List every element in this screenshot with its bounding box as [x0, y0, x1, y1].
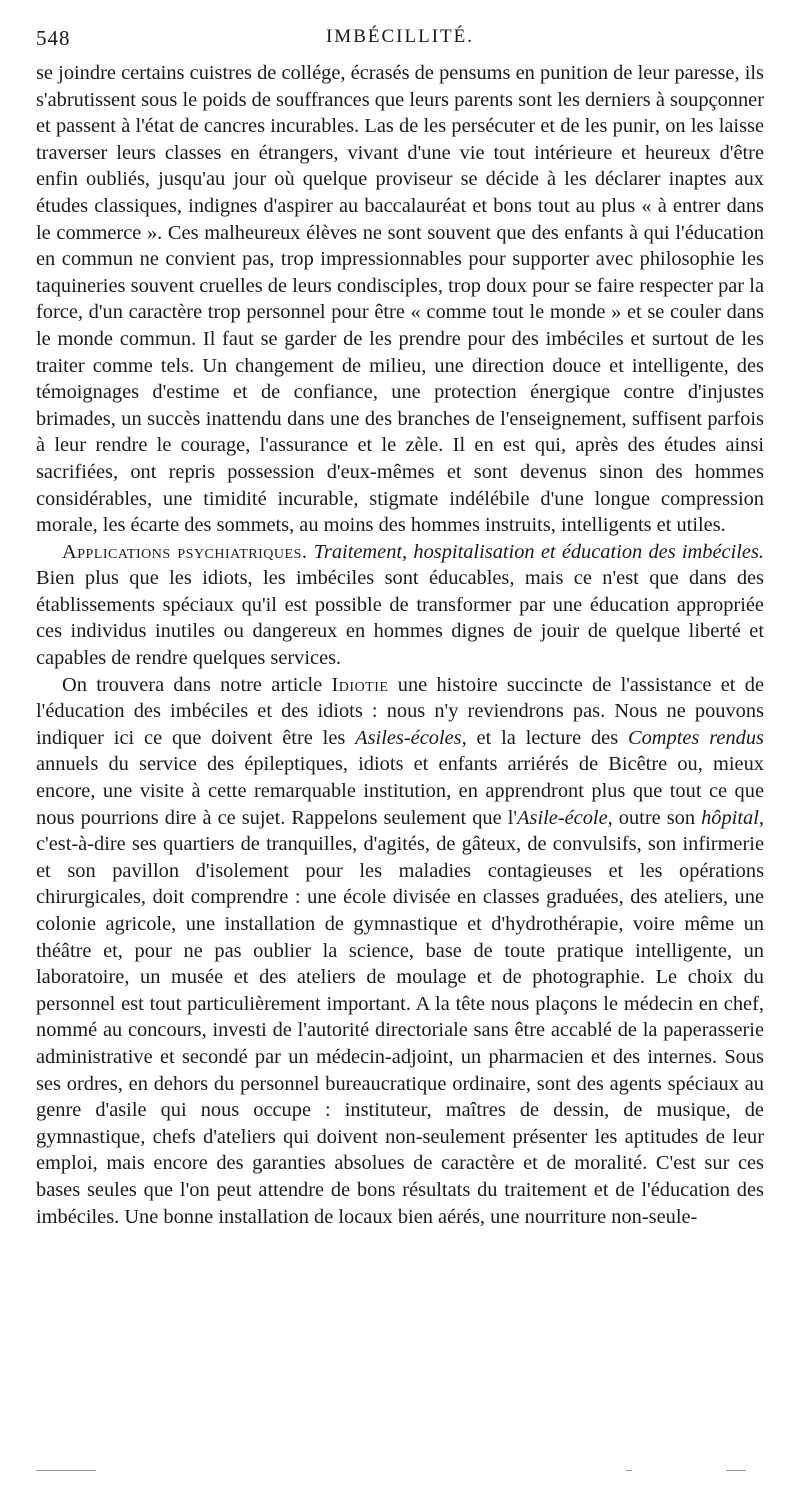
section-title: Traitement, hospitalisation et éducation des imbéciles.	[313, 540, 764, 563]
print-mark-center	[626, 1470, 632, 1471]
paragraph-2	[36, 539, 764, 672]
paragraph-2-text: Bien plus que les idiots, les imbéciles sont éducables, mais ce n'est que dans des établissements spéciaux qu'il est possible de transformer par une éducation appropriée ces individus inutiles ou dangereux en hommes dignes de jouir de quelque liberté et capables de rendre quelques services.	[36, 567, 764, 670]
cross-reference: Idiotie	[331, 673, 389, 696]
italic-term-hopital: hôpital,	[701, 806, 764, 829]
body-text	[36, 60, 764, 1230]
footer-print-marks	[36, 1466, 764, 1476]
page-number: 548	[36, 26, 71, 50]
print-mark-right	[726, 1470, 746, 1471]
print-mark-left	[36, 1470, 96, 1471]
paragraph-3-text-3: et la lecture des	[476, 726, 619, 749]
paragraph-3-text-4: annuels du service des épileptiques, idiots et enfants arriérés de Bicêtre ou, mieux encore, une visite à cette remarquable institution, en apprendront plus que tout ce que nous pourrions dire à ce sujet. Rappelons seulement que l'	[36, 753, 764, 829]
paragraph-3-text-2: une histoire succincte de l'assistance et de l'éducation des imbéciles et des idiots : nous n'y reviendrons pas. Nous ne pouvons indiquer ici ce que doivent être les	[36, 673, 764, 749]
paragraph-3-text-6: c'est-à-dire ses quartiers de tranquilles, d'agités, de gâteux, de convulsifs, son infirmerie et son pavillon d'isolement pour les maladies contagieuses et les opérations chirurgicales, doit comprendre : une école divisée en classes graduées, des ateliers, une colonie agricole, une installation de gymnastique et d'hydrothérapie, voire même un théâtre et, pour ne pas oublier la science, base de toute pratique intelligente, un laboratoire, un musée et des ateliers de moulage et de photographie. Le choix du personnel est tout particulièrement important. A la tête nous plaçons le médecin en chef, nommé au concours, investi de l'autorité directoriale sans être accablé de la paperasserie administrative et secondé par un médecin-adjoint, un pharmacien et des internes. Sous ses ordres, en dehors du personnel bureaucratique ordinaire, sont des agents spéciaux au genre d'asile qui nous occupe : instituteur, maîtres de dessin, de musique, de gymnastique, chefs d'ateliers qui doivent non-seulement présenter les aptitudes de leur emploi, mais encore des garanties absolues de caractère et de moralité. C'est sur ces bases seules que l'on peut attendre de bons résultats du traitement et de l'éducation des imbéciles. Une bonne installation de locaux bien aérés, une nourriture non-seule-	[36, 833, 764, 1228]
section-label: Applications psychiatriques.	[62, 540, 308, 563]
italic-term-comptes-rendus: Comptes rendus	[628, 726, 764, 749]
paragraph-1	[36, 60, 764, 539]
paragraph-3-text-5: outre son	[618, 806, 696, 829]
italic-term-asiles-ecoles: Asiles-écoles,	[355, 726, 467, 749]
italic-term-asile-ecole: Asile-école,	[517, 806, 613, 829]
paragraph-3	[36, 672, 764, 1230]
paragraph-3-text-1: On trouvera dans notre article	[62, 673, 323, 696]
page-header	[36, 26, 764, 56]
paragraph-1-text: se joindre certains cuistres de collége, écrasés de pensums en punition de leur paresse, ils s'abrutissent sous le poids de souffrances que leurs parents sont les derniers à soupçonner et passent à l'état de cancres incurables. Las de les persécuter et de les punir, on les laisse traverser leurs classes en étrangers, vivant d'une vie tout intérieure et heureux d'être enfin oubliés, jusqu'au jour où quelque proviseur se décide à les déclarer inaptes aux études classiques, indignes d'aspirer au baccalauréat et bons tout au plus « à entrer dans le commerce ». Ces malheureux élèves ne sont souvent que des enfants à qui l'éducation en commun ne convient pas, trop impressionnables pour supporter avec philosophie les taquineries souvent cruelles de leurs condisciples, trop doux pour se faire respecter par la force, d'un caractère trop personnel pour être « comme tout le monde » et se couler dans le monde commun. Il faut se garder de les prendre pour des imbéciles et surtout de les traiter comme tels. Un changement de milieu, une direction douce et intelligente, des témoignages d'estime et de confiance, une protection énergique contre d'injustes brimades, un succès inattendu dans une des branches de l'enseignement, suffisent parfois à leur rendre le courage, l'assurance et le zèle. Il en est qui, après des études ainsi sacrifiées, ont repris possession d'eux-mêmes et sont devenus sinon des hommes considérables, une timidité incurable, stigmate indélébile d'une longue compression morale, les écarte des sommets, au moins des hommes instruits, intelligents et utiles.	[36, 62, 764, 537]
running-title: IMBÉCILLITÉ.	[325, 26, 474, 47]
